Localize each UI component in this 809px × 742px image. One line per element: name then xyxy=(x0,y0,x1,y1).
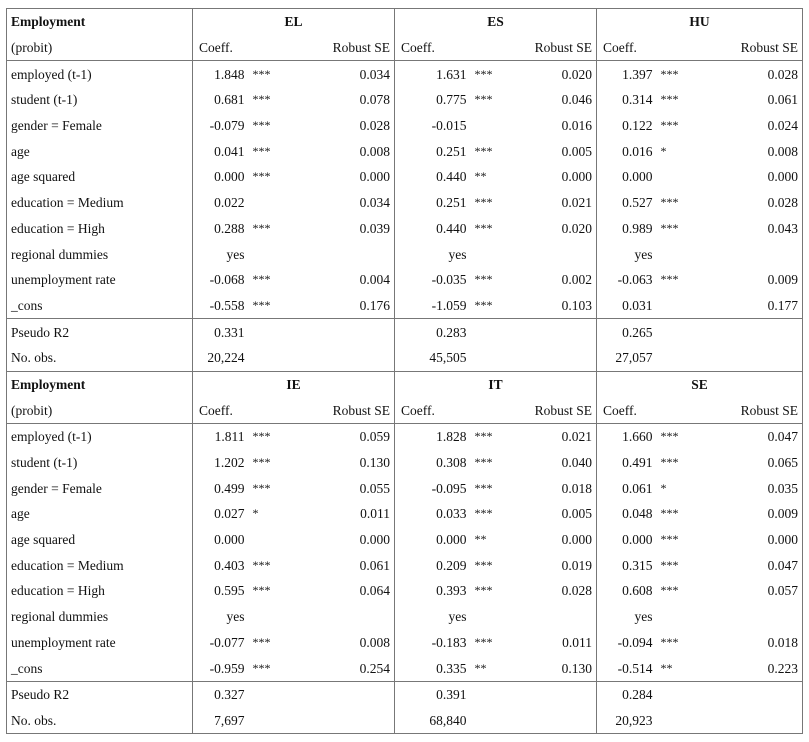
robust-se-value: 0.059 xyxy=(359,429,391,445)
significance-stars: *** xyxy=(474,195,493,210)
country-header: EL xyxy=(193,9,395,35)
significance-stars: *** xyxy=(474,272,493,287)
robust-se-value: 0.005 xyxy=(561,143,593,159)
significance-stars: *** xyxy=(660,118,679,133)
spacer-cell xyxy=(473,319,515,345)
robust-se-value: 0.018 xyxy=(701,630,803,656)
significance-stars: *** xyxy=(660,634,679,649)
robust-se-value: 0.043 xyxy=(701,216,803,242)
table-row xyxy=(7,216,803,242)
significance-stars: *** xyxy=(660,429,679,444)
spacer-cell xyxy=(701,345,803,371)
robust-se-value: 0.002 xyxy=(561,272,593,288)
coeff-value: yes xyxy=(193,604,251,630)
panel-header-row xyxy=(7,9,803,35)
spacer-cell xyxy=(251,345,287,371)
coeff-value: 0.595 xyxy=(193,578,251,604)
table-row xyxy=(7,424,803,450)
spacer-cell xyxy=(659,397,701,423)
significance-stars: * xyxy=(660,143,667,158)
significance-stars: ** xyxy=(474,532,487,547)
coeff-value: 1.848 xyxy=(193,61,251,87)
significance-stars: *** xyxy=(474,557,493,572)
significance-stars: *** xyxy=(660,220,679,235)
coeff-value: 1.397 xyxy=(597,61,659,87)
table-row xyxy=(7,527,803,553)
spacer-cell xyxy=(287,319,395,345)
stat-value: 68,840 xyxy=(395,708,473,734)
significance-stars: *** xyxy=(474,634,493,649)
coeff-value: -0.035 xyxy=(395,267,473,293)
significance-stars xyxy=(659,164,701,190)
coeff-value: 0.491 xyxy=(597,450,659,476)
table-row xyxy=(7,190,803,216)
spacer-cell xyxy=(251,319,287,345)
coeff-value: 1.828 xyxy=(395,424,473,450)
stat-value: 0.283 xyxy=(395,319,473,345)
row-label: age squared xyxy=(7,164,193,190)
robust-se-value: 0.046 xyxy=(561,92,593,108)
significance-stars xyxy=(473,604,515,630)
robust-se-header: Robust SE xyxy=(701,35,803,61)
coeff-value: 0.989 xyxy=(597,216,659,242)
robust-se-value: 0.254 xyxy=(359,660,391,676)
robust-se-value: 0.047 xyxy=(701,424,803,450)
row-label: age xyxy=(7,501,193,527)
coeff-value: 1.631 xyxy=(395,61,473,87)
panel-title: Employment xyxy=(7,9,193,35)
row-label: education = Medium xyxy=(7,552,193,578)
coeff-value: 0.000 xyxy=(395,527,473,553)
stat-label: Pseudo R2 xyxy=(7,319,193,345)
robust-se-value: 0.004 xyxy=(359,272,391,288)
coeff-value: -0.183 xyxy=(395,630,473,656)
coeff-value: 0.440 xyxy=(395,216,473,242)
coeff-value: 1.660 xyxy=(597,424,659,450)
coeff-value: 0.499 xyxy=(193,475,251,501)
robust-se-value: 0.018 xyxy=(561,480,593,496)
robust-se-value: 0.055 xyxy=(359,480,391,496)
robust-se-value: 0.061 xyxy=(359,557,391,573)
significance-stars xyxy=(251,604,287,630)
coeff-value: 0.403 xyxy=(193,552,251,578)
significance-stars: * xyxy=(252,506,259,521)
stat-value: 27,057 xyxy=(597,345,659,371)
significance-stars: *** xyxy=(474,429,493,444)
spacer-cell xyxy=(659,681,701,707)
robust-se-header: Robust SE xyxy=(287,35,395,61)
table-row xyxy=(7,552,803,578)
table-row xyxy=(7,630,803,656)
table-row xyxy=(7,578,803,604)
table-body xyxy=(7,9,803,734)
spacer-cell xyxy=(515,345,597,371)
robust-se-value: 0.008 xyxy=(359,634,391,650)
significance-stars: *** xyxy=(252,634,271,649)
robust-se-value: 0.176 xyxy=(359,297,391,313)
stat-value: 0.391 xyxy=(395,681,473,707)
significance-stars: * xyxy=(660,480,667,495)
coeff-header: Coeff. xyxy=(193,35,251,61)
significance-stars: *** xyxy=(660,92,679,107)
significance-stars: *** xyxy=(474,143,493,158)
row-label: _cons xyxy=(7,293,193,319)
significance-stars: *** xyxy=(252,583,271,598)
country-header: SE xyxy=(597,371,803,397)
robust-se-value xyxy=(515,604,597,630)
spacer-cell xyxy=(515,319,597,345)
table-row xyxy=(7,655,803,681)
table-row xyxy=(7,604,803,630)
significance-stars xyxy=(659,293,701,319)
coeff-value: -0.068 xyxy=(193,267,251,293)
coeff-value: yes xyxy=(597,241,659,267)
row-label: _cons xyxy=(7,655,193,681)
robust-se-header: Robust SE xyxy=(287,397,395,423)
robust-se-header: Robust SE xyxy=(701,397,803,423)
coeff-value: 0.681 xyxy=(193,87,251,113)
robust-se-value: 0.057 xyxy=(701,578,803,604)
robust-se-value: 0.034 xyxy=(359,195,391,211)
coeff-value: 0.061 xyxy=(597,475,659,501)
table-row xyxy=(7,293,803,319)
robust-se-value: 0.000 xyxy=(561,169,593,185)
spacer-cell xyxy=(659,35,701,61)
column-header-row xyxy=(7,397,803,423)
spacer-cell xyxy=(659,319,701,345)
significance-stars: *** xyxy=(252,66,271,81)
coeff-header: Coeff. xyxy=(395,397,473,423)
significance-stars: *** xyxy=(252,143,271,158)
robust-se-value xyxy=(287,241,395,267)
significance-stars: *** xyxy=(660,557,679,572)
robust-se-value xyxy=(287,604,395,630)
stat-label: No. obs. xyxy=(7,345,193,371)
robust-se-header: Robust SE xyxy=(515,35,597,61)
coeff-value: 1.202 xyxy=(193,450,251,476)
coeff-value: yes xyxy=(395,241,473,267)
coeff-value: 0.033 xyxy=(395,501,473,527)
significance-stars: *** xyxy=(252,480,271,495)
robust-se-value: 0.008 xyxy=(359,143,391,159)
coeff-value: 0.000 xyxy=(193,527,251,553)
robust-se-value: 0.039 xyxy=(359,220,391,236)
significance-stars: ** xyxy=(660,660,673,675)
coeff-value: -0.959 xyxy=(193,655,251,681)
coeff-value: 0.393 xyxy=(395,578,473,604)
stat-value: 0.284 xyxy=(597,681,659,707)
robust-se-value: 0.000 xyxy=(359,169,391,185)
coeff-value: 0.048 xyxy=(597,501,659,527)
significance-stars: *** xyxy=(660,195,679,210)
spacer-cell xyxy=(473,35,515,61)
spacer-cell xyxy=(251,708,287,734)
coeff-value: 0.031 xyxy=(597,293,659,319)
row-label: education = High xyxy=(7,216,193,242)
coeff-value: -0.095 xyxy=(395,475,473,501)
robust-se-value: 0.000 xyxy=(359,532,391,548)
significance-stars: *** xyxy=(660,583,679,598)
spacer-cell xyxy=(515,708,597,734)
significance-stars: *** xyxy=(252,297,271,312)
table-row xyxy=(7,501,803,527)
spacer-cell xyxy=(701,319,803,345)
significance-stars: *** xyxy=(660,66,679,81)
significance-stars: *** xyxy=(474,220,493,235)
stat-label: Pseudo R2 xyxy=(7,681,193,707)
row-label: employed (t-1) xyxy=(7,61,193,87)
robust-se-value: 0.021 xyxy=(561,195,593,211)
coeff-value: 0.000 xyxy=(597,527,659,553)
coeff-header: Coeff. xyxy=(193,397,251,423)
stats-row xyxy=(7,319,803,345)
stat-value: 0.331 xyxy=(193,319,251,345)
spacer-cell xyxy=(251,397,287,423)
robust-se-value: 0.061 xyxy=(701,87,803,113)
robust-se-value: 0.011 xyxy=(360,506,391,522)
significance-stars: *** xyxy=(660,272,679,287)
coeff-value: -0.079 xyxy=(193,113,251,139)
significance-stars: *** xyxy=(474,92,493,107)
coeff-header: Coeff. xyxy=(597,35,659,61)
coeff-value: 0.335 xyxy=(395,655,473,681)
coeff-value: 0.608 xyxy=(597,578,659,604)
significance-stars: *** xyxy=(252,557,271,572)
robust-se-value: 0.021 xyxy=(561,429,593,445)
coeff-value: -0.514 xyxy=(597,655,659,681)
coeff-value: -1.059 xyxy=(395,293,473,319)
panel-subtitle: (probit) xyxy=(7,397,193,423)
row-label: student (t-1) xyxy=(7,87,193,113)
stat-value: 20,224 xyxy=(193,345,251,371)
stat-value: 0.265 xyxy=(597,319,659,345)
robust-se-value: 0.020 xyxy=(561,220,593,236)
spacer-cell xyxy=(659,708,701,734)
coeff-value: -0.077 xyxy=(193,630,251,656)
table-row xyxy=(7,450,803,476)
significance-stars: *** xyxy=(474,455,493,470)
country-header: IT xyxy=(395,371,597,397)
row-label: age xyxy=(7,138,193,164)
robust-se-value: 0.028 xyxy=(701,61,803,87)
panel-title: Employment xyxy=(7,371,193,397)
robust-se-value: 0.009 xyxy=(701,501,803,527)
table-row xyxy=(7,138,803,164)
coeff-header: Coeff. xyxy=(597,397,659,423)
significance-stars xyxy=(251,241,287,267)
robust-se-value: 0.008 xyxy=(701,138,803,164)
significance-stars xyxy=(659,241,701,267)
robust-se-value: 0.011 xyxy=(562,634,593,650)
spacer-cell xyxy=(473,397,515,423)
row-label: regional dummies xyxy=(7,241,193,267)
significance-stars: *** xyxy=(252,429,271,444)
significance-stars: *** xyxy=(474,66,493,81)
stat-value: 20,923 xyxy=(597,708,659,734)
row-label: education = High xyxy=(7,578,193,604)
spacer-cell xyxy=(659,345,701,371)
stat-value: 0.327 xyxy=(193,681,251,707)
coeff-value: 0.251 xyxy=(395,190,473,216)
significance-stars: *** xyxy=(660,506,679,521)
row-label: gender = Female xyxy=(7,475,193,501)
spacer-cell xyxy=(701,681,803,707)
robust-se-value: 0.065 xyxy=(701,450,803,476)
coeff-value: 0.314 xyxy=(597,87,659,113)
significance-stars: *** xyxy=(474,297,493,312)
robust-se-value: 0.000 xyxy=(701,527,803,553)
coeff-value: 0.209 xyxy=(395,552,473,578)
stat-value: 7,697 xyxy=(193,708,251,734)
significance-stars: *** xyxy=(252,272,271,287)
robust-se-value: 0.064 xyxy=(359,583,391,599)
spacer-cell xyxy=(251,35,287,61)
table-row xyxy=(7,87,803,113)
row-label: employed (t-1) xyxy=(7,424,193,450)
coeff-value: 0.288 xyxy=(193,216,251,242)
robust-se-value: 0.019 xyxy=(561,557,593,573)
coeff-value: 0.308 xyxy=(395,450,473,476)
robust-se-value: 0.000 xyxy=(561,532,593,548)
row-label: regional dummies xyxy=(7,604,193,630)
coeff-value: yes xyxy=(597,604,659,630)
robust-se-value: 0.005 xyxy=(561,506,593,522)
coeff-value: 0.527 xyxy=(597,190,659,216)
robust-se-value xyxy=(701,241,803,267)
significance-stars xyxy=(251,190,287,216)
robust-se-value: 0.028 xyxy=(359,118,391,134)
table-row xyxy=(7,267,803,293)
panel-header-row xyxy=(7,371,803,397)
coeff-header: Coeff. xyxy=(395,35,473,61)
significance-stars xyxy=(473,113,515,139)
robust-se-value: 0.103 xyxy=(561,297,593,313)
robust-se-value: 0.047 xyxy=(701,552,803,578)
significance-stars: *** xyxy=(474,583,493,598)
spacer-cell xyxy=(701,708,803,734)
spacer-cell xyxy=(515,681,597,707)
coeff-value: 1.811 xyxy=(193,424,251,450)
coeff-value: 0.016 xyxy=(597,138,659,164)
column-header-row xyxy=(7,35,803,61)
table-row xyxy=(7,475,803,501)
table-row xyxy=(7,61,803,87)
country-header: HU xyxy=(597,9,803,35)
significance-stars: *** xyxy=(252,220,271,235)
robust-se-value: 0.028 xyxy=(561,583,593,599)
robust-se-value: 0.009 xyxy=(701,267,803,293)
significance-stars: ** xyxy=(474,660,487,675)
row-label: gender = Female xyxy=(7,113,193,139)
spacer-cell xyxy=(251,681,287,707)
table-row xyxy=(7,241,803,267)
significance-stars: *** xyxy=(660,455,679,470)
stats-row xyxy=(7,681,803,707)
robust-se-header: Robust SE xyxy=(515,397,597,423)
spacer-cell xyxy=(473,681,515,707)
table-row xyxy=(7,164,803,190)
significance-stars: *** xyxy=(252,92,271,107)
row-label: unemployment rate xyxy=(7,267,193,293)
significance-stars xyxy=(659,604,701,630)
stat-value: 45,505 xyxy=(395,345,473,371)
significance-stars xyxy=(251,527,287,553)
significance-stars: *** xyxy=(660,532,679,547)
table-row xyxy=(7,113,803,139)
panel-subtitle: (probit) xyxy=(7,35,193,61)
robust-se-value: 0.078 xyxy=(359,92,391,108)
robust-se-value: 0.223 xyxy=(701,655,803,681)
spacer-cell xyxy=(473,708,515,734)
country-header: IE xyxy=(193,371,395,397)
coeff-value: -0.558 xyxy=(193,293,251,319)
robust-se-value: 0.130 xyxy=(561,660,593,676)
significance-stars: *** xyxy=(252,660,271,675)
robust-se-value: 0.000 xyxy=(701,164,803,190)
robust-se-value: 0.024 xyxy=(701,113,803,139)
stats-row xyxy=(7,708,803,734)
coeff-value: 0.041 xyxy=(193,138,251,164)
robust-se-value xyxy=(515,241,597,267)
spacer-cell xyxy=(287,681,395,707)
spacer-cell xyxy=(473,345,515,371)
robust-se-value: 0.040 xyxy=(561,455,593,471)
coeff-value: 0.251 xyxy=(395,138,473,164)
coeff-value: -0.015 xyxy=(395,113,473,139)
robust-se-value: 0.016 xyxy=(561,118,593,134)
stat-label: No. obs. xyxy=(7,708,193,734)
spacer-cell xyxy=(287,708,395,734)
significance-stars: *** xyxy=(474,506,493,521)
probit-results-table xyxy=(6,8,803,734)
coeff-value: 0.000 xyxy=(193,164,251,190)
coeff-value: 0.000 xyxy=(597,164,659,190)
significance-stars: *** xyxy=(252,118,271,133)
coeff-value: -0.094 xyxy=(597,630,659,656)
robust-se-value: 0.035 xyxy=(701,475,803,501)
coeff-value: 0.315 xyxy=(597,552,659,578)
significance-stars: *** xyxy=(252,169,271,184)
row-label: student (t-1) xyxy=(7,450,193,476)
significance-stars: *** xyxy=(252,455,271,470)
row-label: unemployment rate xyxy=(7,630,193,656)
coeff-value: yes xyxy=(395,604,473,630)
robust-se-value xyxy=(701,604,803,630)
spacer-cell xyxy=(287,345,395,371)
row-label: age squared xyxy=(7,527,193,553)
significance-stars: *** xyxy=(474,480,493,495)
coeff-value: -0.063 xyxy=(597,267,659,293)
robust-se-value: 0.130 xyxy=(359,455,391,471)
coeff-value: 0.022 xyxy=(193,190,251,216)
stats-row xyxy=(7,345,803,371)
coeff-value: 0.775 xyxy=(395,87,473,113)
row-label: education = Medium xyxy=(7,190,193,216)
significance-stars: ** xyxy=(474,169,487,184)
significance-stars xyxy=(473,241,515,267)
robust-se-value: 0.020 xyxy=(561,66,593,82)
coeff-value: yes xyxy=(193,241,251,267)
coeff-value: 0.122 xyxy=(597,113,659,139)
robust-se-value: 0.177 xyxy=(701,293,803,319)
robust-se-value: 0.034 xyxy=(359,66,391,82)
coeff-value: 0.440 xyxy=(395,164,473,190)
country-header: ES xyxy=(395,9,597,35)
robust-se-value: 0.028 xyxy=(701,190,803,216)
coeff-value: 0.027 xyxy=(193,501,251,527)
